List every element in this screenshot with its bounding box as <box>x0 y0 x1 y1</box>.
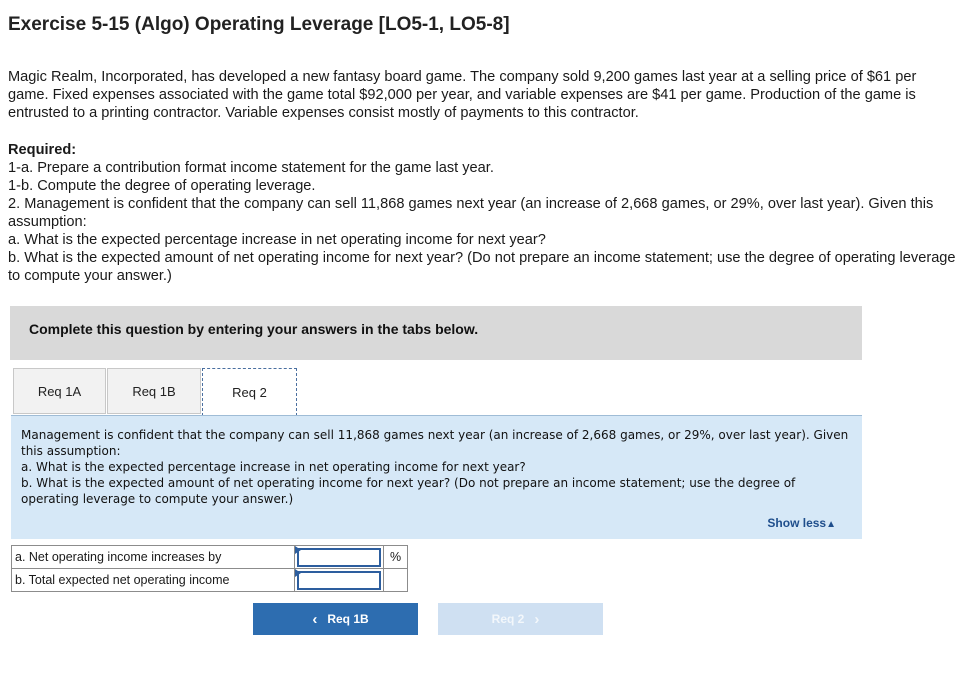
table-row <box>12 546 408 569</box>
chevron-right-icon: › <box>534 610 540 628</box>
table-row <box>12 569 408 592</box>
required-line: 2. Management is confident that the company can sell 11,868 games next year (an increase of 2,668 games, or 29%, over last year). Given this assumption: <box>8 196 934 230</box>
instruction-text: Complete this question by entering your answers in the tabs below. <box>29 321 479 337</box>
show-less-label: Show less <box>767 516 827 530</box>
tab-req-2[interactable]: Req 2 <box>202 368 297 416</box>
answer-label: a. Net operating income increases by <box>12 546 295 569</box>
panel-question <box>21 427 853 507</box>
triangle-up-icon: ▲ <box>826 519 836 530</box>
panel-line: b. What is the expected amount of net operating income for next year? (Do not prepare an income statement; use the degree of operating leverage to compute your answer.) <box>21 476 796 506</box>
panel-line: a. What is the expected percentage increase in net operating income for next year? <box>21 460 526 474</box>
required-line: a. What is the expected percentage increase in net operating income for next year? <box>8 232 546 248</box>
next-label: Req 2 <box>491 612 525 626</box>
required-line: b. What is the expected amount of net operating income for next year? (Do not prepare an income statement; use the degree of operating leverage to compute your answer.) <box>8 250 956 284</box>
page-title: Exercise 5-15 (Algo) Operating Leverage [LO5-1, LO5-8] <box>8 14 510 35</box>
unit-label <box>384 569 408 592</box>
flag-icon <box>295 569 301 577</box>
required-line: 1-a. Prepare a contribution format income statement for the game last year. <box>8 160 494 176</box>
panel-line: Management is confident that the company can sell 11,868 games next year (an increase of 2,668 games, or 29%, over last year). Given this assumption: <box>21 428 849 458</box>
chevron-left-icon: ‹ <box>312 610 318 628</box>
next-req-button[interactable] <box>438 603 603 635</box>
answer-input-cell <box>295 569 384 592</box>
tab-req-1b[interactable]: Req 1B <box>107 368 201 414</box>
required-heading: Required: <box>8 142 77 158</box>
prev-label: Req 1B <box>327 612 369 626</box>
percent-increase-input[interactable] <box>297 548 381 567</box>
flag-icon <box>295 546 301 554</box>
show-less-link[interactable] <box>767 516 836 530</box>
required-line: 1-b. Compute the degree of operating leverage. <box>8 178 316 194</box>
answer-label: b. Total expected net operating income <box>12 569 295 592</box>
unit-label: % <box>384 546 408 569</box>
answer-input-cell <box>295 546 384 569</box>
answer-table <box>11 545 408 592</box>
tab-req-1a[interactable]: Req 1A <box>13 368 106 414</box>
problem-description: Magic Realm, Incorporated, has developed a new fantasy board game. The company sold 9,200 games last year at a selling price of $61 per game. Fixed expenses associated with the game total $92,000 per year, and variable expenses are $41 per game. Production of the game is entrusted to a printing contractor. Variable expenses consist mostly of payments to this contractor. <box>8 69 917 121</box>
prev-req-button[interactable] <box>253 603 418 635</box>
tab-panel <box>11 415 862 539</box>
required-section <box>8 141 958 285</box>
net-operating-income-input[interactable] <box>297 571 381 590</box>
instruction-bar <box>10 306 862 360</box>
